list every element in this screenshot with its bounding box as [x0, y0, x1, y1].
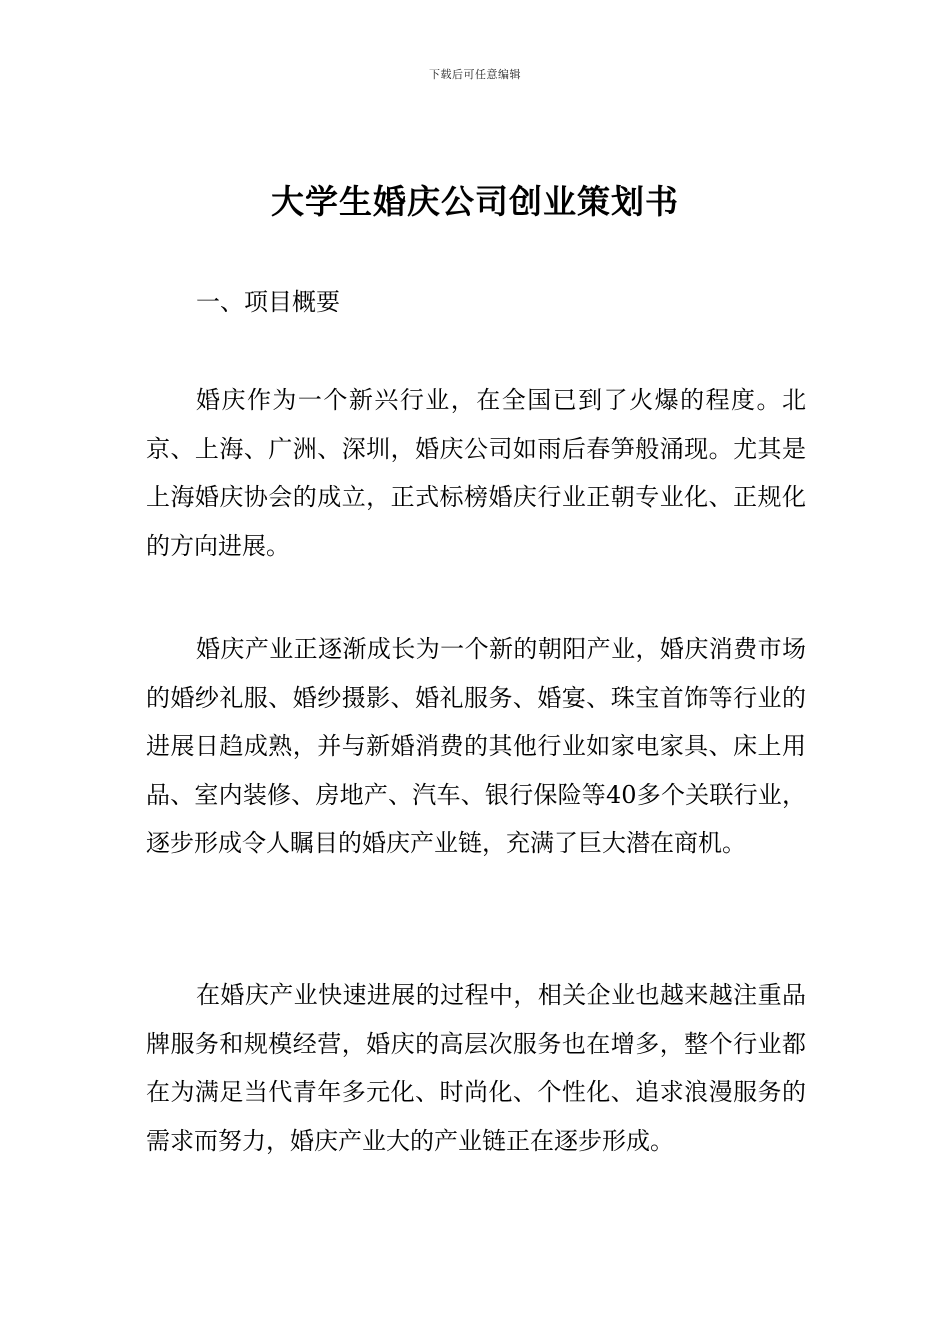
paragraph-industry-development: 在婚庆产业快速进展的过程中，相关企业也越来越注重品牌服务和规模经营，婚庆的高层次服务也在增多，整个行业都在为满足当代青年多元化、时尚化、个性化、追求浪漫服务的需求而努力，婚庆产业大的产业链正在逐步形成。 — [146, 981, 806, 1155]
document-title: 大学生婚庆公司创业策划书 — [271, 182, 679, 221]
paragraph-industry-chain: 婚庆产业正逐渐成长为一个新的朝阳产业，婚庆消费市场的婚纱礼服、婚纱摄影、婚礼服务、婚宴、珠宝首饰等行业的进展日趋成熟，并与新婚消费的其他行业如家电家具、床上用品、室内装修、房地产、汽车、银行保险等40多个关联行业，逐步形成令人瞩目的婚庆产业链，充满了巨大潜在商机。 — [146, 635, 806, 858]
header-note: 下载后可任意编辑 — [429, 68, 521, 81]
section-heading: 一、项目概要 — [196, 288, 340, 316]
paragraph-industry-overview: 婚庆作为一个新兴行业，在全国已到了火爆的程度。北京、上海、广洲、深圳，婚庆公司如雨后春笋般涌现。尤其是上海婚庆协会的成立，正式标榜婚庆行业正朝专业化、正规化的方向进展。 — [146, 386, 806, 560]
